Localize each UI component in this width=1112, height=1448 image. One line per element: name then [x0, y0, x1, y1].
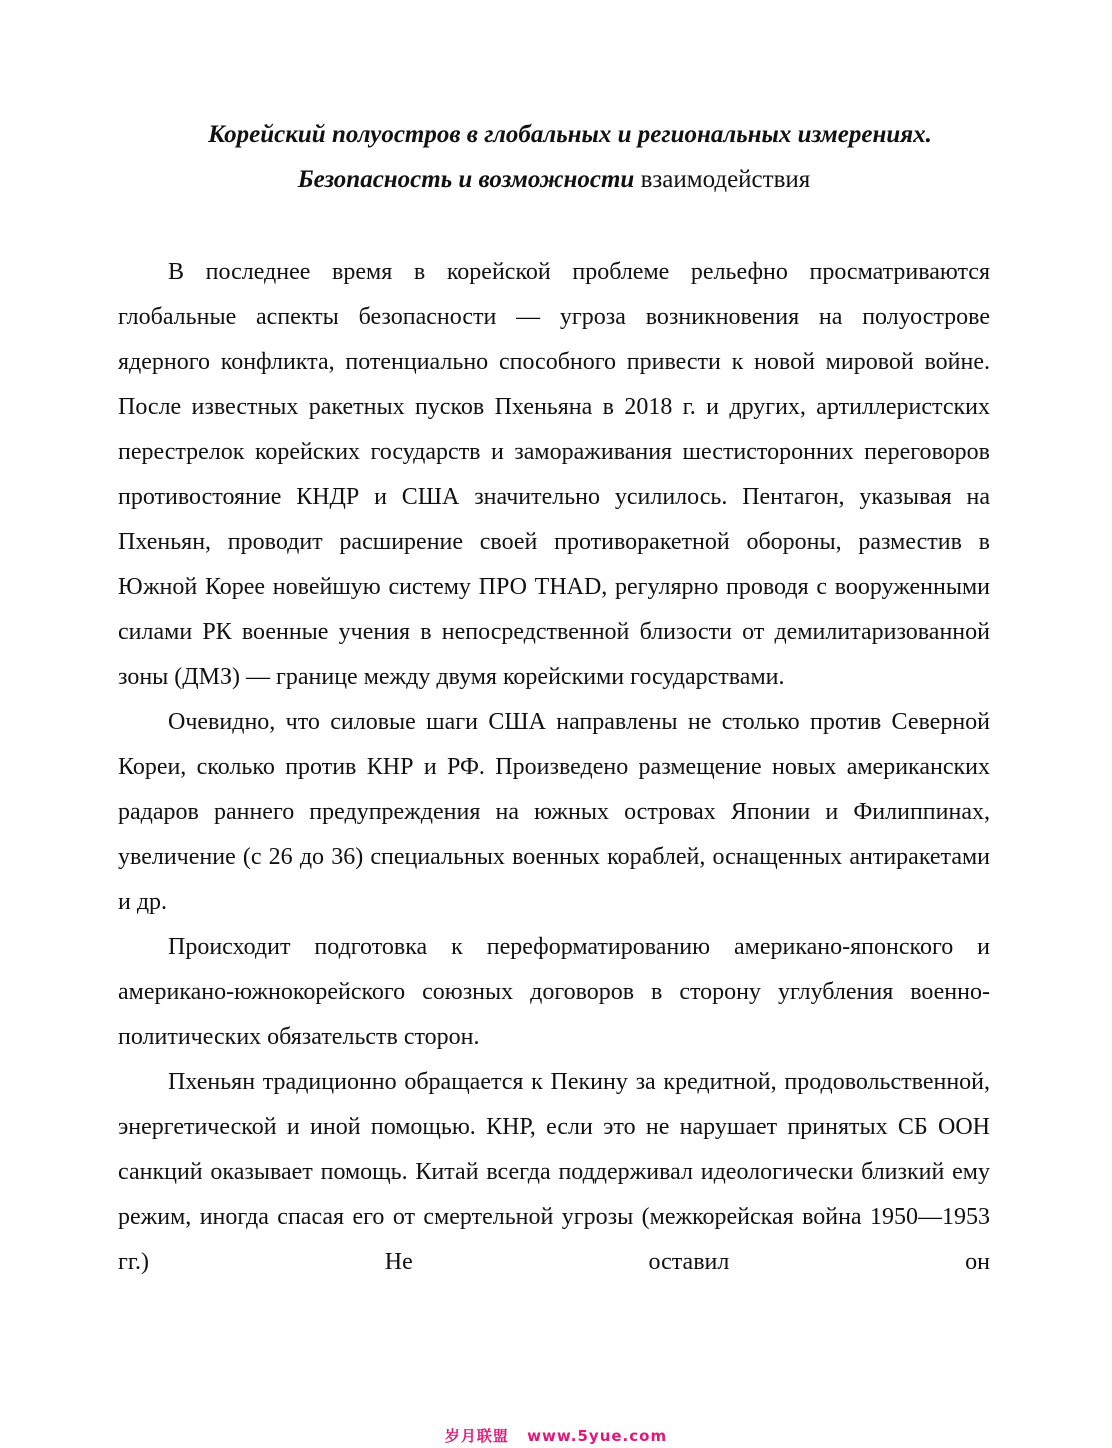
document-body — [118, 250, 990, 1285]
paragraph-4: Пхеньян традиционно обращается к Пекину за кредитной, продовольственной, энергетической и иной помощью. КНР, если это не нарушает принятых СБ ООН санкций оказывает помощь. Китай всегда поддерживал идеологически близкий ему режим, иногда спасая его от смертельной угрозы (межкорейская война 1950—1953 гг.) Не оставил он — [118, 1069, 990, 1275]
watermark-footer — [0, 1426, 1112, 1446]
footer-site-url: www.5yue.com — [527, 1427, 668, 1445]
footer-site-name: 岁月联盟 — [444, 1427, 509, 1445]
title-line-1: Корейский полуостров в глобальных и региональных измерениях. — [208, 121, 932, 148]
paragraph-3: Происходит подготовка к переформатированию американо-японского и американо-южнокорейского союзных договоров в сторону углубления военно-политических обязательств сторон. — [118, 934, 990, 1050]
document-title — [118, 112, 990, 202]
title-emphasis: Безопасность и возможности — [297, 166, 635, 193]
title-rest: взаимодействия — [634, 166, 811, 193]
paragraph-2: Очевидно, что силовые шаги США направлены не столько против Северной Кореи, сколько против КНР и РФ. Произведено размещение новых американских радаров раннего предупреждения на южных островах Японии и Филиппинах, увеличение (с 26 до 36) специальных военных кораблей, оснащенных антиракетами и др. — [118, 709, 990, 915]
paragraph-1: В последнее время в корейской проблеме рельефно просматриваются глобальные аспекты безопасности — угроза возникновения на полуострове ядерного конфликта, потенциально способного привести к новой мировой войне. После известных ракетных пусков Пхеньяна в 2018 г. и других, артиллеристских перестрелок корейских государств и замораживания шестисторонних переговоров противостояние КНДР и США значительно усилилось. Пентагон, указывая на Пхеньян, проводит расширение своей противоракетной обороны, разместив в Южной Корее новейшую систему ПРО THAD, регулярно проводя с вооруженными силами РК военные учения в непосредственной близости от демилитаризованной зоны (ДМЗ) — границе между двумя корейскими государствами. — [118, 259, 990, 690]
title-line-2 — [118, 157, 990, 202]
